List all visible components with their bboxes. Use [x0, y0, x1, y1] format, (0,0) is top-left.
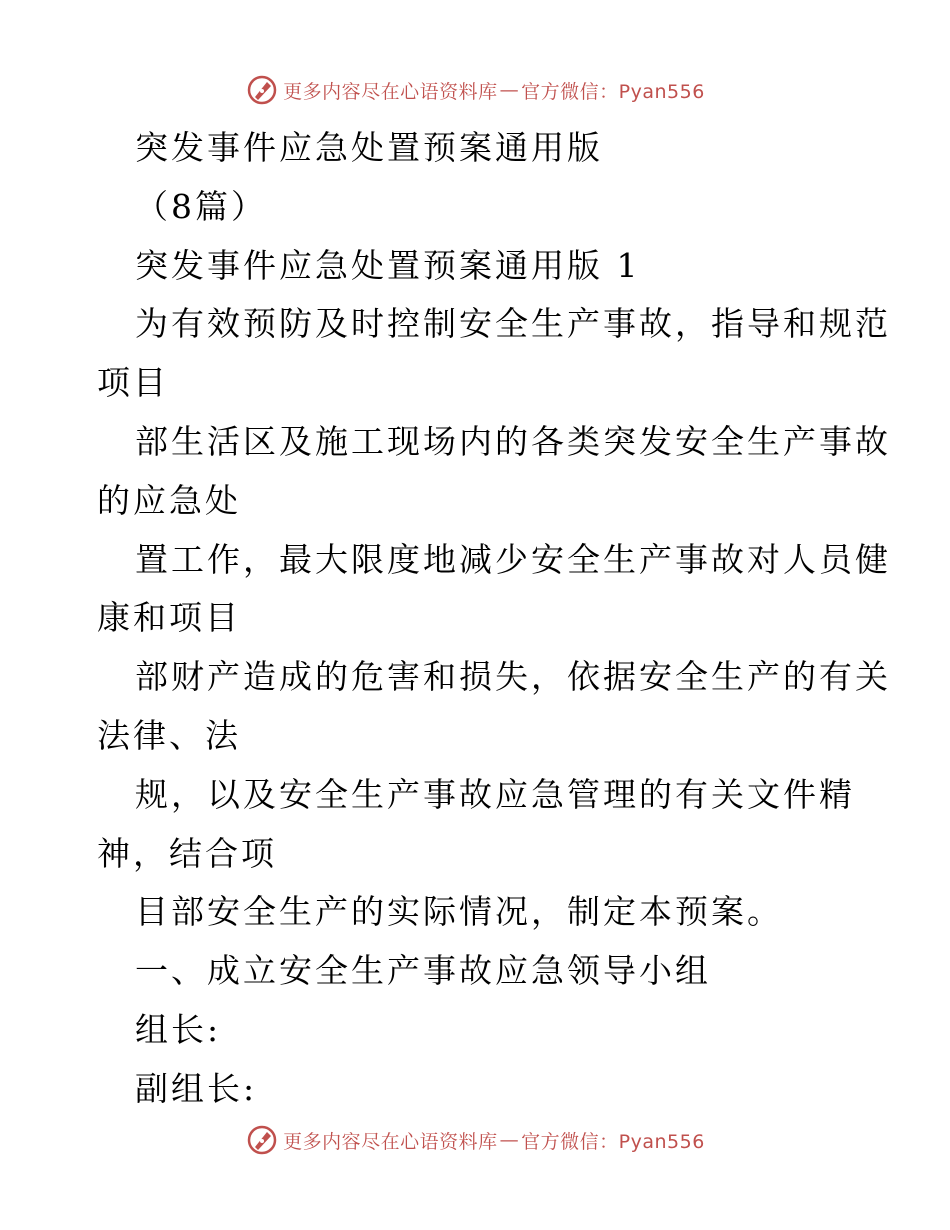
banner-text: 更多内容尽在心语资料库	[283, 1130, 498, 1153]
paragraph-line: 为有效预防及时控制安全生产事故，指导和规范	[135, 304, 891, 344]
doc-title: 突发事件应急处置预案通用版	[135, 128, 603, 167]
paragraph-line: 部财产造成的危害和损失，依据安全生产的有关	[135, 657, 891, 697]
pen-nib-circle-icon	[245, 1123, 279, 1157]
banner-wechat: 官方微信：Pyan556	[521, 1130, 705, 1153]
paragraph-line: 规，以及安全生产事故应急管理的有关文件精	[135, 774, 855, 814]
paragraph-line: 的应急处	[97, 480, 241, 520]
document-body	[97, 119, 891, 1119]
field-label-leader: 组长:	[135, 1009, 222, 1049]
paragraph-line: 法律、法	[97, 715, 241, 755]
pen-nib-circle-icon	[245, 73, 279, 107]
paragraph-line: 置工作，最大限度地减少安全生产事故对人员健	[135, 539, 891, 579]
paragraph-line: 部生活区及施工现场内的各类突发安全生产事故	[135, 421, 891, 461]
paragraph-line: 神，结合项	[97, 833, 277, 873]
paragraph-line: 康和项目	[97, 598, 241, 638]
doc-subtitle: （8篇）	[135, 186, 267, 226]
header-banner	[0, 70, 950, 110]
banner-wechat: 官方微信：Pyan556	[521, 80, 705, 103]
section-title: 突发事件应急处置预案通用版 1	[135, 245, 641, 285]
banner-separator: —	[499, 79, 520, 101]
paragraph-line: 目部安全生产的实际情况，制定本预案。	[135, 892, 783, 932]
banner-text: 更多内容尽在心语资料库	[283, 80, 498, 103]
footer-banner	[0, 1120, 950, 1160]
banner-separator: —	[499, 1129, 520, 1151]
heading-line: 一、成立安全生产事故应急领导小组	[135, 951, 711, 991]
paragraph-line: 项目	[97, 363, 169, 403]
field-label-deputy-leader: 副组长:	[135, 1068, 258, 1108]
